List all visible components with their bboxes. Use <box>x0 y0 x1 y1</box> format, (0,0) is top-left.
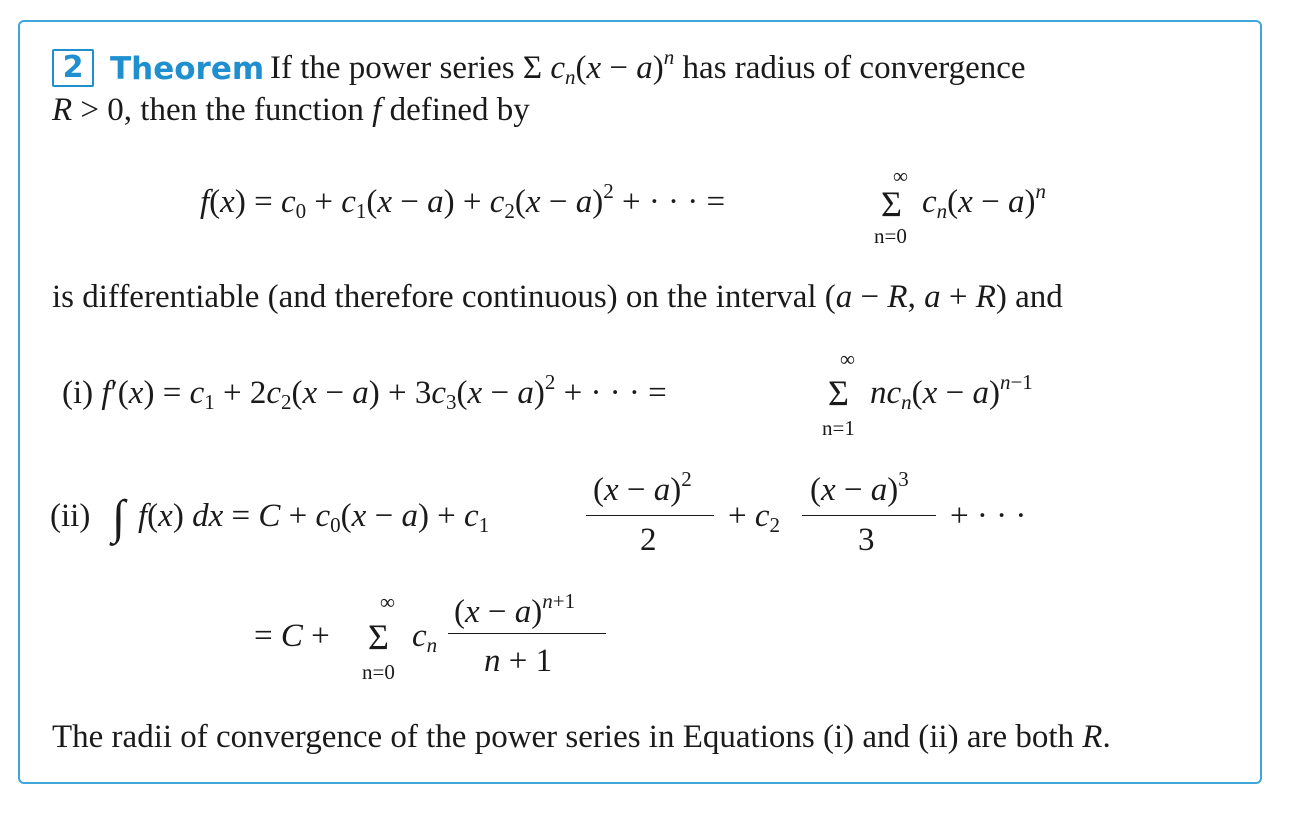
frac2-numerator: $(x - a)^3$ <box>810 467 909 508</box>
sigma-symbol-i: Σ <box>828 373 849 413</box>
derivative-equation: (i) $f'(x) = c1 + 2c2(x - a) + 3c3(x - a)^2$ + · · · = <box>62 370 667 414</box>
sigma-symbol-ii: Σ <box>368 617 389 657</box>
intro-line-2: R > 0, then the function f defined by <box>52 92 530 128</box>
intro-line-1: If the power series Σ $cn(x - a)^n$ has radius of convergence <box>270 45 1026 89</box>
series-term: $cn(x - a)^n$ <box>922 179 1046 223</box>
closing-statement: The radii of convergence of the power series in Equations (i) and (ii) are both R. <box>52 719 1111 755</box>
frac1-line <box>586 515 714 516</box>
plus-c2: + c2 <box>728 498 781 537</box>
integral-equation: f(x) dx = C + c0(x − a) + c1 <box>138 498 490 537</box>
sum-upper-limit: ∞ <box>893 164 908 188</box>
frac1-numerator: $(x - a)^2$ <box>593 467 692 508</box>
sum-lower-limit-i: n=1 <box>822 416 855 440</box>
sum-lower-limit-ii: n=0 <box>362 660 395 684</box>
frac2-line <box>802 515 936 516</box>
integral-equation-line2: = C + <box>254 618 330 654</box>
integral-prefix: (ii) <box>50 498 91 534</box>
frac2-denominator: 3 <box>858 522 875 558</box>
theorem-number-badge: 2 <box>52 49 94 87</box>
frac3-numerator: $(x - a)^{n+1}$ <box>454 589 576 630</box>
frac3-line <box>448 633 606 634</box>
frac1-denominator: 2 <box>640 522 657 558</box>
derivative-term: $ncn(x - a)^{n-1}$ <box>870 370 1033 414</box>
series-equation: $f(x) = c0 + c1(x - a) + c2(x - a)^2$ + · · · = <box>200 179 726 223</box>
sigma-symbol: Σ <box>881 184 902 224</box>
sum-lower-limit: n=0 <box>874 224 907 248</box>
integral-sum-coef: cn <box>412 618 438 657</box>
theorem-label: Theorem <box>110 51 265 87</box>
sum-upper-limit-i: ∞ <box>840 347 855 371</box>
sum-upper-limit-ii: ∞ <box>380 590 395 614</box>
integral-sign: ∫ <box>112 491 126 544</box>
trailing-ellipsis: + · · · <box>950 498 1027 534</box>
differentiable-statement: is differentiable (and therefore continuous) on the interval (a − R, a + R) and <box>52 279 1063 315</box>
frac3-denominator: n + 1 <box>484 643 553 679</box>
